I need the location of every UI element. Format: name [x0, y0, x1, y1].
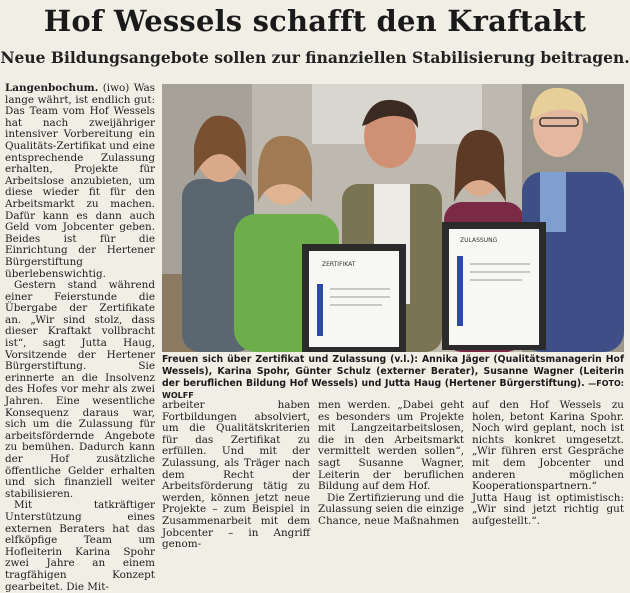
photo-caption-text: Freuen sich über Zertifikat und Zulassung (v.l.): Annika Jäger (Qualitätsmanagerin Hof Wessels), Karina Spohr, Günter Schulz (externer Berater), Susanne Wagner (Leiterin der beruflichen Bildung Hof Wessels) und Jutta Haug (Hertener Bürgerstiftung). [162, 354, 624, 389]
certificate-zertifikat-title: ZERTIFIKAT [322, 261, 356, 268]
article-column-1 [5, 82, 155, 593]
article-column-4 [472, 400, 624, 525]
certificate-zertifikat [302, 244, 406, 352]
paragraph-3: Mit tatkräftiger Unterstützung eines externen Beraters hat das elfköpfige Team um Hofleiterin Karina Spohr zwei Jahre an einem tragfähigen Konzept gearbeitet. Die Mit- [5, 499, 155, 593]
paragraph-2: Gestern stand während einer Feierstunde die Übergabe der Zertifikate an. „Wir sind stolz, dass dieser Kraftakt vollbracht ist“, sagt Jutta Haug, Vorsitzende der Hertener Bürgerstiftung. Sie erinnerte an die Insolvenz des Hofes vor mehr als zwei Jahren. Eine wesentliche Konsequenz daraus war, sich um die Zulassung für arbeitsfördernde Angebote zu bemühen. Dadurch kann der Hof zusätzliche öffentliche Gelder erhalten und sich finanziell weiter stabilisieren. [5, 279, 155, 500]
photo-credit: —FOTO: WOLFF [162, 379, 624, 400]
certificate-zulassung-title: ZULASSUNG [460, 237, 498, 244]
photo-caption [162, 354, 624, 402]
article-subheadline: Neue Bildungsangebote sollen zur finanziellen Stabilisierung beitragen. [0, 48, 630, 67]
paragraph-7: auf den Hof Wessels zu holen, betont Karina Spohr. Noch wird geplant, noch ist nichts konkret umgesetzt. „Wir führen erst Gespräche mit dem Jobcenter und anderen möglichen Kooperationspartnern.“ Jutta Haug ist optimistisch: „Wir sind jetzt richtig gut aufgestellt.“. [472, 399, 624, 527]
paragraph-1 [5, 83, 155, 280]
article-headline: Hof Wessels schafft den Kraftakt [43, 4, 587, 38]
group-photo-illustration [162, 84, 624, 352]
paragraph-4: arbeiter haben Fortbildungen absolviert, um die Qualitätskriterien für das Zertifikat zu erfüllen. Und mit der Zulassung, als Träger nach dem Recht der Arbeitsförderung tätig zu werden, können jetzt neue Projekte – zum Beispiel in Zusammenarbeit mit dem Jobcenter – in Angriff genom- [162, 399, 310, 551]
paragraph-5: men werden. „Dabei geht es besonders um Projekte mit Langzeitarbeitslosen, die in den Arbeitsmarkt vermittelt werden sollen“, sagt Susanne Wagner, Leiterin der beruflichen Bildung auf dem Hof. [318, 399, 464, 493]
paragraph-1-text: (iwo) Was lange währt, ist endlich gut: Das Team vom Hof Wessels hat nach zweijähriger intensiver Vorbereitung ein Qualitäts-Zertifikat und eine entsprechende Zulassung erhalten, Projekte für Arbeitslose anzubieten, um diese wieder fit für den Arbeitsmarkt zu machen. Dafür kann es dann auch Geld vom Jobcenter geben. Beides ist für die Einrichtung der Hertener Bürgerstiftung überlebenswichtig. [5, 82, 155, 280]
article-column-3 [318, 400, 464, 525]
article-column-2 [162, 399, 310, 551]
certificate-zulassung [442, 222, 546, 350]
paragraph-6: Die Zertifizierung und die Zulassung seien die einzige Chance, neue Maßnahmen [318, 491, 464, 527]
dateline-location: Langenbochum. [5, 82, 99, 94]
article-photo [162, 84, 624, 352]
